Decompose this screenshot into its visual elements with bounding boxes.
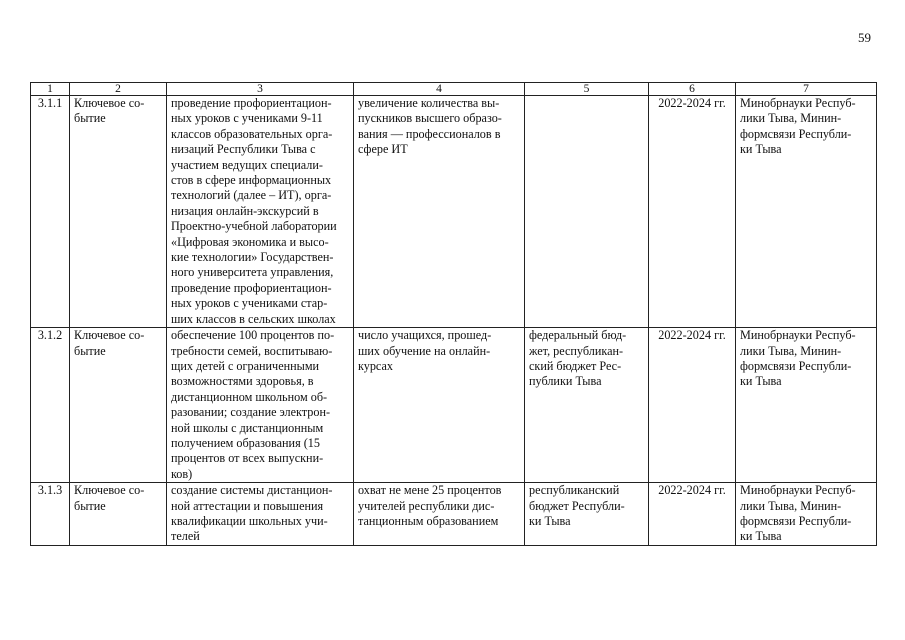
column-header: 6 — [649, 83, 736, 96]
table-row — [31, 96, 877, 328]
table-row — [31, 483, 877, 546]
funding-source: федеральный бюд- жет, республикан- ский бюджет Рес- публики Тыва — [525, 328, 649, 483]
event-description: проведение профориентацион- ных уроков с учениками 9-11 классов образовательных орга- низаций Республики Тыва с участием ведущих специали- стов в сфере информационных технологий (далее – ИТ), орга- низация онлайн-экскурсий в Проектно-учебной лаборатории «Цифровая экономика и высо- кие технологии» Государствен- ного университета управления, проведение профориентацион- ных уроков с учениками стар- ших классов в сельских школах — [167, 96, 354, 328]
header-row — [31, 83, 877, 96]
expected-result: увеличение количества вы- пускников высшего образо- вания — профессионалов в сфере ИТ — [354, 96, 525, 328]
responsible-bodies: Минобрнауки Респуб- лики Тыва, Минин- формсвязи Республи- ки Тыва — [736, 96, 877, 328]
implementation-years: 2022-2024 гг. — [649, 483, 736, 546]
responsible-bodies: Минобрнауки Респуб- лики Тыва, Минин- формсвязи Республи- ки Тыва — [736, 483, 877, 546]
table-row — [31, 328, 877, 483]
column-header: 1 — [31, 83, 70, 96]
column-header: 3 — [167, 83, 354, 96]
column-header: 4 — [354, 83, 525, 96]
row-number: 3.1.2 — [31, 328, 70, 483]
funding-source — [525, 96, 649, 328]
row-number: 3.1.3 — [31, 483, 70, 546]
funding-source: республиканский бюджет Республи- ки Тыва — [525, 483, 649, 546]
page-number: 59 — [858, 30, 871, 45]
row-number: 3.1.1 — [31, 96, 70, 328]
events-table — [30, 82, 877, 546]
event-description: обеспечение 100 процентов по- требности семей, воспитываю- щих детей с ограниченными возможностями здоровья, в дистанционном школьном об- разовании; создание электрон- ной школы с дистанционным получением образования (15 процентов от всех выпускни- ков) — [167, 328, 354, 483]
column-header: 7 — [736, 83, 877, 96]
event-description: создание системы дистанцион- ной аттестации и повышения квалификации школьных учи- телей — [167, 483, 354, 546]
responsible-bodies: Минобрнауки Респуб- лики Тыва, Минин- формсвязи Республи- ки Тыва — [736, 328, 877, 483]
event-type: Ключевое со- бытие — [70, 96, 167, 328]
expected-result: охват не мене 25 процентов учителей республики дис- танционным образованием — [354, 483, 525, 546]
column-header: 5 — [525, 83, 649, 96]
column-header: 2 — [70, 83, 167, 96]
event-type: Ключевое со- бытие — [70, 328, 167, 483]
expected-result: число учащихся, прошед- ших обучение на онлайн- курсах — [354, 328, 525, 483]
implementation-years: 2022-2024 гг. — [649, 328, 736, 483]
event-type: Ключевое со- бытие — [70, 483, 167, 546]
implementation-years: 2022-2024 гг. — [649, 96, 736, 328]
